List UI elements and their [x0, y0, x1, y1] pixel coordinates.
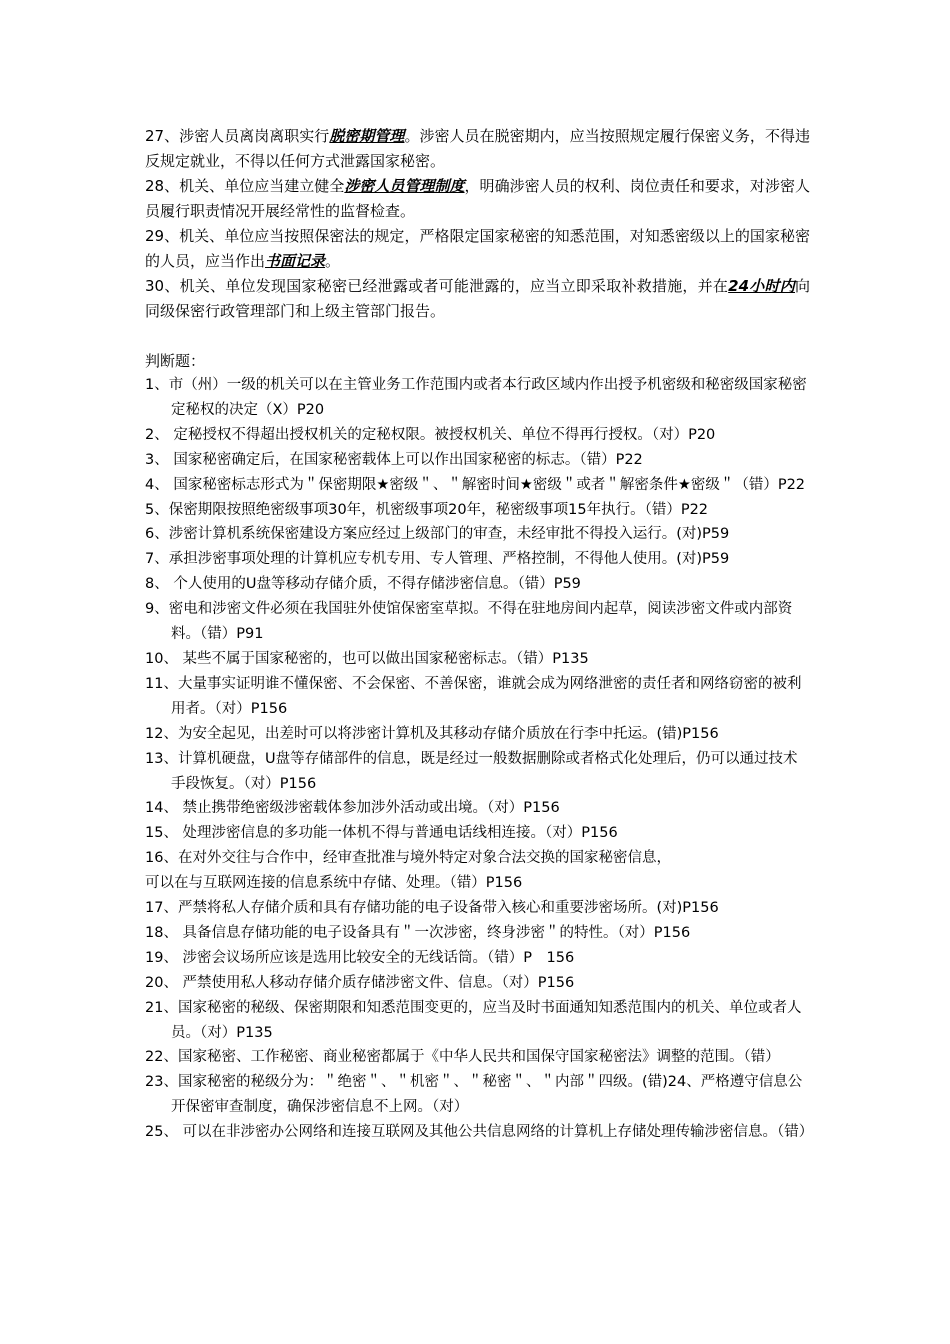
list-item: 18、 具备信息存储功能的电子设备具有＂一次涉密，终身涉密＂的特性。（对）P156: [145, 924, 691, 941]
list-item: 10、 某些不属于国家秘密的，也可以做出国家秘密标志。（错）P135: [145, 650, 589, 667]
fill-blank-29: [145, 224, 810, 273]
list-item: 25、 可以在非涉密办公网络和连接互联网及其他公共信息网络的计算机上存储处理传输涉密信息。（错）: [145, 1124, 814, 1141]
paragraph: 28、机关、单位应当建立健全涉密人员管理制度，明确涉密人员的权利、岗位责任和要求，对涉密人员履行职责情况开展经常性的监督检查。: [145, 177, 810, 220]
paragraph: 30、机关、单位发现国家秘密已经泄露或者可能泄露的，应当立即采取补救措施，并在24小时内向同级保密行政管理部门和上级主管部门报告。: [145, 277, 811, 320]
list-item: 7、承担涉密事项处理的计算机应专机专用、专人管理、严格控制，不得他人使用。(对)P59: [145, 551, 730, 568]
list-item: 4、 国家秘密标志形式为＂保密期限★密级＂、＂解密时间★密级＂或者＂解密条件★密级＂（错）P22: [145, 476, 806, 493]
list-item: 21、国家秘密的秘级、保密期限和知悉范围变更的，应当及时书面通知知悉范围内的机关、单位或者人员。（对）P135: [145, 999, 802, 1041]
fill-blank-28: [145, 174, 810, 223]
answer-highlight: 24小时内: [728, 277, 795, 295]
list-item: 6、涉密计算机系统保密建设方案应经过上级部门的审查，未经审批不得投入运行。(对)P59: [145, 526, 730, 543]
list-item: 3、 国家秘密确定后，在国家秘密载体上可以作出国家秘密的标志。（错）P22: [145, 451, 643, 468]
list-item: 1、市（州）一级的机关可以在主管业务工作范围内或者本行政区域内作出授予机密级和秘密级国家秘密定秘权的决定（X）P20: [145, 377, 807, 418]
list-item-continuation: 可以在与互联网连接的信息系统中存储、处理。（错）P156: [145, 875, 523, 892]
answer-highlight: 脱密期管理: [329, 127, 405, 145]
answer-highlight: 涉密人员管理制度: [344, 177, 465, 195]
fill-blank-27: [145, 124, 810, 173]
list-item: 17、严禁将私人存储介质和具有存储功能的电子设备带入核心和重要涉密场所。(对)P156: [145, 900, 719, 917]
list-item: 12、为安全起见，出差时可以将涉密计算机及其移动存储介质放在行李中托运。(错)P156: [145, 725, 719, 742]
paragraph: 27、涉密人员离岗离职实行脱密期管理。涉密人员在脱密期内，应当按照规定履行保密义务，不得违反规定就业，不得以任何方式泄露国家秘密。: [145, 127, 810, 170]
list-item: 15、 处理涉密信息的多功能一体机不得与普通电话线相连接。（对）P156: [145, 825, 618, 842]
answer-highlight: 书面记录: [265, 251, 326, 270]
list-item: 14、 禁止携带绝密级涉密载体参加涉外活动或出境。（对）P156: [145, 800, 560, 817]
list-item: 23、国家秘密的秘级分为：＂绝密＂、＂机密＂、＂秘密＂、＂内部＂四级。(错)24、严格遵守信息公开保密审查制度，确保涉密信息不上网。（对）: [145, 1074, 803, 1116]
list-item: 13、计算机硬盘，U盘等存储部件的信息，既是经过一般数据删除或者格式化处理后，仍可以通过技术手段恢复。（对）P156: [145, 750, 798, 792]
list-item: 9、密电和涉密文件必须在我国驻外使馆保密室草拟。不得在驻地房间内起草，阅读涉密文件或内部资料。（错）P91: [145, 601, 793, 643]
list-item: 20、 严禁使用私人移动存储介质存储涉密文件、信息。（对）P156: [145, 974, 575, 991]
list-item: 11、大量事实证明谁不懂保密、不会保密、不善保密，谁就会成为网络泄密的责任者和网络窃密的被利用者。（对）P156: [145, 675, 802, 717]
list-item: 16、在对外交往与合作中，经审查批准与境外特定对象合法交换的国家秘密信息，: [145, 850, 671, 867]
list-item: 8、 个人使用的U盘等移动存储介质，不得存储涉密信息。（错）P59: [145, 576, 581, 593]
fill-blank-30: [145, 274, 810, 323]
list-item: 2、 定秘授权不得超出授权机关的定秘权限。被授权机关、单位不得再行授权。（对）P20: [145, 426, 716, 443]
list-item: 22、国家秘密、工作秘密、商业秘密都属于《中华人民共和国保守国家秘密法》调整的范围。（错）: [145, 1049, 780, 1066]
judgment-list: [145, 373, 814, 1145]
section-heading: 判断题：: [145, 352, 206, 370]
paragraph: 29、机关、单位应当按照保密法的规定，严格限定国家秘密的知悉范围，对知悉密级以上的国家秘密的人员，应当作出书面记录。: [145, 227, 810, 270]
list-item: 5、保密期限按照绝密级事项30年，机密级事项20年，秘密级事项15年执行。（错）P22: [145, 501, 709, 518]
list-item: 19、 涉密会议场所应该是选用比较安全的无线话筒。（错）P 156: [145, 949, 575, 966]
